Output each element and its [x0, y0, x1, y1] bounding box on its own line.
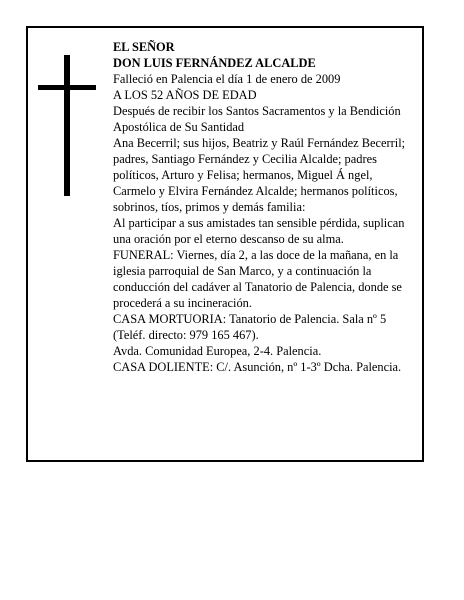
deceased-name: DON LUIS FERNÁNDEZ ALCALDE	[113, 56, 316, 70]
request-paragraph: Al participar a sus amistades tan sensible pérdida, suplican una oración por el eterno descanso de su alma.	[113, 216, 405, 246]
casa-mortuoria-line: CASA MORTUORIA: Tanatorio de Palencia. Sala nº 5 (Teléf. directo: 979 165 467).	[113, 312, 387, 342]
obituary-text	[113, 39, 418, 375]
heading-title: EL SEÑOR	[113, 40, 175, 54]
age-line: A LOS 52 AÑOS DE EDAD	[113, 88, 257, 102]
death-info: Falleció en Palencia el día 1 de enero de 2009	[113, 72, 341, 86]
cross-vertical-bar	[64, 55, 70, 196]
family-paragraph: Ana Becerril; sus hijos, Beatriz y Raúl Fernández Becerril; padres, Santiago Fernández y Cecilia Alcalde; padres políticos, Arturo y Felisa; hermanos, Miguel Á ngel, Carmelo y Elvira Fernández Alcalde; hermanos políticos, sobrinos, tíos, primos y demás familia:	[113, 136, 406, 214]
sacraments-line: Después de recibir los Santos Sacramentos y la Bendición Apostólica de Su Santidad	[113, 104, 401, 134]
funeral-paragraph: FUNERAL: Viernes, día 2, a las doce de la mañana, en la iglesia parroquial de San Marco, y a continuación la conducción del cadáver al Tanatorio de Palencia, donde se procederá a su incineración.	[113, 248, 402, 310]
casa-doliente-line: CASA DOLIENTE: C/. Asunción, nº 1-3º Dcha. Palencia.	[113, 360, 402, 374]
cross-horizontal-bar	[38, 85, 96, 90]
avenue-line: Avda. Comunidad Europea, 2-4. Palencia.	[113, 344, 322, 358]
